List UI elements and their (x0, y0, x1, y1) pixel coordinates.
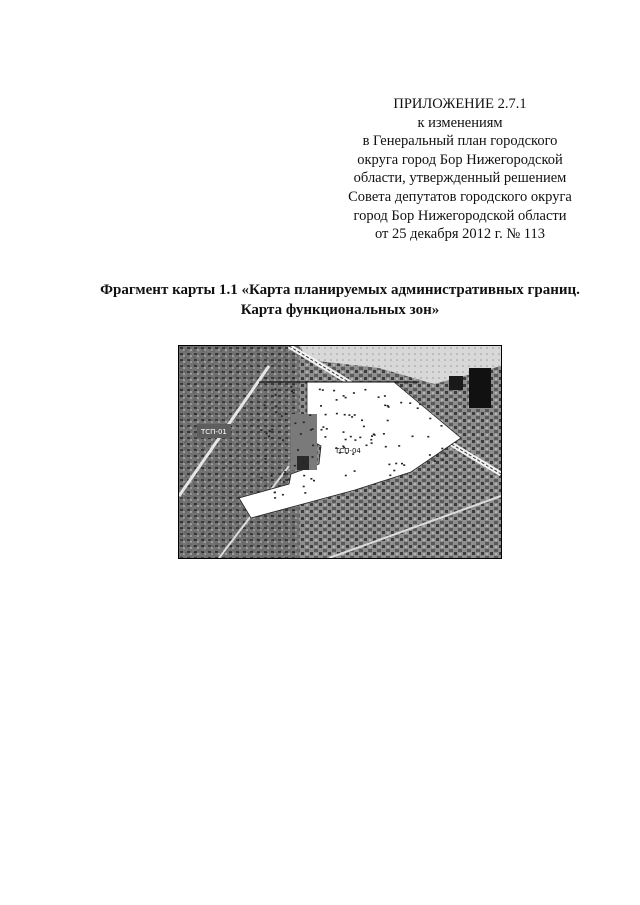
map-settlement-mark (322, 426, 324, 428)
map-settlement-mark (378, 396, 380, 398)
map-settlement-mark (290, 386, 292, 388)
map-settlement-mark (345, 397, 347, 399)
appendix-line: к изменениям (417, 114, 503, 131)
map-settlement-mark (429, 418, 431, 420)
map-settlement-mark (361, 420, 363, 422)
map-settlement-mark (324, 436, 326, 438)
map-settlement-mark (275, 411, 277, 413)
map-settlement-mark (325, 414, 327, 416)
map-settlement-mark (313, 480, 315, 482)
appendix-line: округа город Бор Нижегородской (357, 151, 563, 168)
appendix-line: области, утвержденный решением (353, 170, 567, 187)
map-settlement-mark (350, 436, 352, 438)
map-settlement-mark (441, 425, 443, 427)
map-settlement-mark (371, 435, 373, 437)
map-settlement-mark (293, 392, 295, 394)
map-settlement-mark (412, 436, 414, 438)
map-settlement-mark (294, 465, 296, 467)
map-settlement-mark (309, 414, 311, 416)
map-settlement-mark (312, 445, 314, 447)
map-settlement-mark (260, 429, 262, 431)
map-settlement-mark (364, 389, 366, 391)
map-settlement-mark (384, 395, 386, 397)
appendix-line: город Бор Нижегородской области (353, 207, 567, 224)
map-settlement-mark (284, 471, 286, 473)
map-settlement-mark (304, 492, 306, 494)
map-settlement-mark (271, 475, 273, 477)
map-settlement-mark (285, 413, 287, 415)
map-settlement-mark (300, 433, 302, 435)
map-settlement-mark (401, 463, 403, 465)
map-settlement-mark (283, 481, 285, 483)
appendix-line: от 25 декабря 2012 г. № 113 (375, 226, 545, 243)
map-settlement-mark (427, 436, 429, 438)
map-settlement-mark (333, 390, 335, 392)
map-settlement-mark (268, 436, 270, 438)
map-settlement-mark (303, 475, 305, 477)
map-title-line-2: Карта функциональных зон» (240, 302, 440, 318)
map-settlement-mark (395, 463, 397, 465)
map-settlement-mark (269, 430, 271, 432)
map-settlement-mark (345, 439, 347, 441)
map-settlement-mark (366, 445, 368, 447)
map-settlement-mark (271, 429, 273, 431)
map-title (60, 280, 620, 320)
map-settlement-mark (294, 423, 296, 425)
appendix-caption (300, 95, 620, 244)
map-settlement-mark (345, 475, 347, 477)
map-settlement-mark (370, 439, 372, 441)
map-settlement-mark (321, 429, 323, 431)
map-settlement-mark (353, 392, 355, 394)
map-settlement-mark (275, 394, 277, 396)
map-settlement-mark (326, 428, 328, 430)
map-settlement-mark (442, 459, 444, 461)
map-settlement-mark (373, 433, 375, 435)
appendix-line: ПРИЛОЖЕНИЕ 2.7.1 (393, 96, 527, 112)
map-settlement-mark (312, 456, 314, 458)
map-settlement-mark (398, 445, 400, 447)
appendix-line: Совета депутатов городского округа (348, 188, 572, 205)
map-settlement-mark (319, 389, 321, 391)
map-settlement-mark (266, 433, 268, 435)
map-title-line-1: Фрагмент карты 1.1 «Карта планируемых административных границ. (100, 282, 580, 298)
map-fragment-image (178, 345, 502, 559)
map-settlement-mark (385, 446, 387, 448)
map-settlement-mark (281, 415, 283, 417)
map-settlement-mark (265, 458, 267, 460)
map-settlement-mark (282, 494, 284, 496)
map-settlement-mark (310, 478, 312, 480)
map-building (449, 376, 463, 390)
map-settlement-mark (336, 413, 338, 415)
map-settlement-mark (275, 406, 277, 408)
map-settlement-mark (383, 433, 385, 435)
map-settlement-mark (363, 426, 365, 428)
map-settlement-mark (322, 389, 324, 391)
appendix-line: в Генеральный план городского (362, 133, 558, 150)
map-settlement-mark (387, 420, 389, 422)
map-settlement-mark (303, 422, 305, 424)
map-settlement-mark (388, 464, 390, 466)
map-settlement-mark (393, 470, 395, 472)
map-settlement-mark (389, 475, 391, 477)
map-settlement-mark (320, 405, 322, 407)
map-settlement-mark (403, 464, 405, 466)
map-settlement-mark (351, 416, 353, 418)
map-settlement-mark (354, 470, 356, 472)
map-settlement-mark (441, 448, 443, 450)
map-dark-district (179, 346, 299, 558)
map-settlement-mark (275, 389, 277, 391)
map-settlement-mark (343, 395, 345, 397)
map-settlement-mark (429, 454, 431, 456)
map-settlement-mark (285, 473, 287, 475)
map-zone-label: ТСП-01 (201, 428, 227, 436)
map-settlement-mark (274, 492, 276, 494)
map-settlement-mark (336, 399, 338, 401)
map-settlement-mark (348, 414, 350, 416)
map-zone-label: ТСП-04 (335, 447, 361, 455)
map-settlement-mark (261, 477, 263, 479)
map-settlement-mark (297, 449, 299, 451)
map-settlement-mark (312, 428, 314, 430)
map-settlement-mark (343, 431, 345, 433)
map-settlement-mark (303, 461, 305, 463)
map-settlement-mark (354, 439, 356, 441)
map-settlement-mark (384, 405, 386, 407)
map-building (469, 368, 491, 408)
map-settlement-mark (409, 402, 411, 404)
map-settlement-mark (288, 479, 290, 481)
map-settlement-mark (417, 407, 419, 409)
map-settlement-mark (344, 414, 346, 416)
map-settlement-mark (274, 497, 276, 499)
map-settlement-mark (359, 437, 361, 439)
map-settlement-mark (264, 405, 266, 407)
map-settlement-mark (388, 406, 390, 408)
map-settlement-mark (419, 404, 421, 406)
map-settlement-mark (444, 453, 446, 455)
map-settlement-mark (303, 486, 305, 488)
map-settlement-mark (434, 460, 436, 462)
map-settlement-mark (291, 391, 293, 393)
map-settlement-mark (400, 402, 402, 404)
map-settlement-mark (371, 442, 373, 444)
map-settlement-mark (354, 414, 356, 416)
map-settlement-mark (282, 439, 284, 441)
